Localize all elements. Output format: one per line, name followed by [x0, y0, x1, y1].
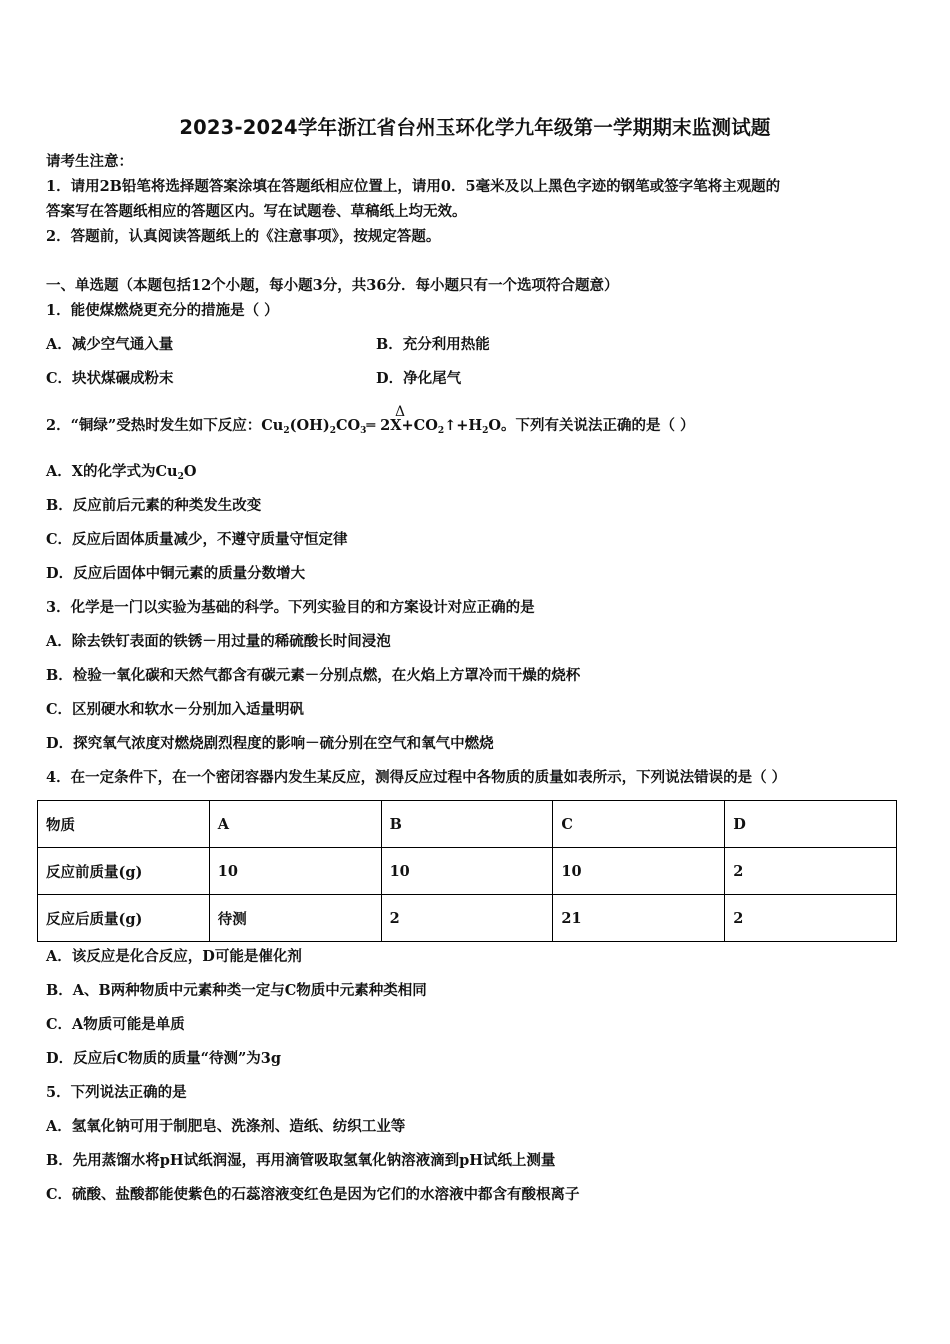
- notice-item-1-line-2: 答案写在答题纸相应的答题区内。写在试题卷、草稿纸上均无效。: [46, 203, 467, 220]
- table-cell: 10: [553, 848, 725, 895]
- q3-option-b: B．检验一氧化碳和天然气都含有碳元素－分别点燃，在火焰上方罩冷而干燥的烧杯: [46, 667, 581, 684]
- q2-stem: 2．“铜绿”受热时发生如下反应：$Cu_2(OH)_2CO_3═$ $2X+CO_2↑+H_2O$。下列有关说法正确的是（ ）: [46, 417, 695, 436]
- q5-option-a: A．氢氧化钠可用于制肥皂、洗涤剂、造纸、纺织工业等: [46, 1118, 406, 1135]
- table-header-cell: D: [725, 801, 897, 848]
- table-header-cell: 物质: [38, 801, 210, 848]
- q4-mass-table: [37, 800, 897, 942]
- q2-equals-sign: ═: [366, 417, 376, 434]
- q5-option-c: C．硫酸、盐酸都能使紫色的石蕊溶液变红色是因为它们的水溶液中都含有酸根离子: [46, 1186, 580, 1203]
- q2-option-a: A．X的化学式为$Cu_2O$: [46, 463, 197, 482]
- q1-stem: 1．能使煤燃烧更充分的措施是（ ）: [46, 302, 279, 319]
- q1-option-b: B．充分利用热能: [376, 336, 490, 353]
- notice-heading: 请考生注意：: [46, 153, 133, 170]
- table-cell: 10: [381, 848, 553, 895]
- table-header-cell: B: [381, 801, 553, 848]
- q1-option-a: A．减少空气通入量: [46, 336, 174, 353]
- q2-option-b: B．反应前后元素的种类发生改变: [46, 497, 262, 514]
- table-header-row: [38, 801, 897, 848]
- q3-stem: 3．化学是一门以实验为基础的科学。下列实验目的和方案设计对应正确的是: [46, 599, 535, 616]
- page-title: 2023-2024学年浙江省台州玉环化学九年级第一学期期末监测试题: [179, 116, 771, 139]
- q4-option-a: A．该反应是化合反应，D可能是催化剂: [46, 948, 302, 965]
- table-cell: 21: [553, 895, 725, 942]
- table-row: [38, 848, 897, 895]
- q5-option-b: B．先用蒸馏水将pH试纸润湿，再用滴管吸取氢氧化钠溶液滴到pH试纸上测量: [46, 1152, 556, 1169]
- q4-option-c: C．A物质可能是单质: [46, 1016, 185, 1033]
- section-heading: 一、单选题（本题包括12个小题，每小题3分，共36分．每小题只有一个选项符合题意）: [46, 277, 619, 294]
- q3-option-d: D．探究氧气浓度对燃烧剧烈程度的影响－硫分别在空气和氧气中燃烧: [46, 735, 494, 752]
- table-header-cell: C: [553, 801, 725, 848]
- table-cell: 2: [725, 848, 897, 895]
- q4-option-d: D．反应后C物质的质量“待测”为3g: [46, 1050, 282, 1067]
- q4-option-b: B．A、B两种物质中元素种类一定与C物质中元素种类相同: [46, 982, 427, 999]
- q4-stem: 4．在一定条件下，在一个密闭容器内发生某反应，测得反应过程中各物质的质量如表所示，下列说法错误的是（ ）: [46, 769, 787, 786]
- q3-option-a: A．除去铁钉表面的铁锈－用过量的稀硫酸长时间浸泡: [46, 633, 391, 650]
- table-cell: 10: [209, 848, 381, 895]
- q2-heat-symbol: Δ: [395, 404, 406, 420]
- q5-stem: 5．下列说法正确的是: [46, 1084, 187, 1101]
- q2-option-c: C．反应后固体质量减少，不遵守质量守恒定律: [46, 531, 348, 548]
- notice-item-1-line-1: 1．请用2B铅笔将选择题答案涂填在答题纸相应位置上，请用0．5毫米及以上黑色字迹的钢笔或签字笔将主观题的: [46, 178, 781, 195]
- table-cell: 反应前质量(g): [38, 848, 210, 895]
- table-cell: 2: [725, 895, 897, 942]
- table-cell: 2: [381, 895, 553, 942]
- q3-option-c: C．区别硬水和软水－分别加入适量明矾: [46, 701, 305, 718]
- table-row: [38, 895, 897, 942]
- table-cell: 反应后质量(g): [38, 895, 210, 942]
- notice-item-2: 2．答题前，认真阅读答题纸上的《注意事项》，按规定答题。: [46, 228, 441, 245]
- q1-option-d: D．净化尾气: [376, 370, 462, 387]
- q1-option-c: C．块状煤碾成粉末: [46, 370, 174, 387]
- table-header-cell: A: [209, 801, 381, 848]
- q2-option-d: D．反应后固体中铜元素的质量分数增大: [46, 565, 306, 582]
- table-cell: 待测: [209, 895, 381, 942]
